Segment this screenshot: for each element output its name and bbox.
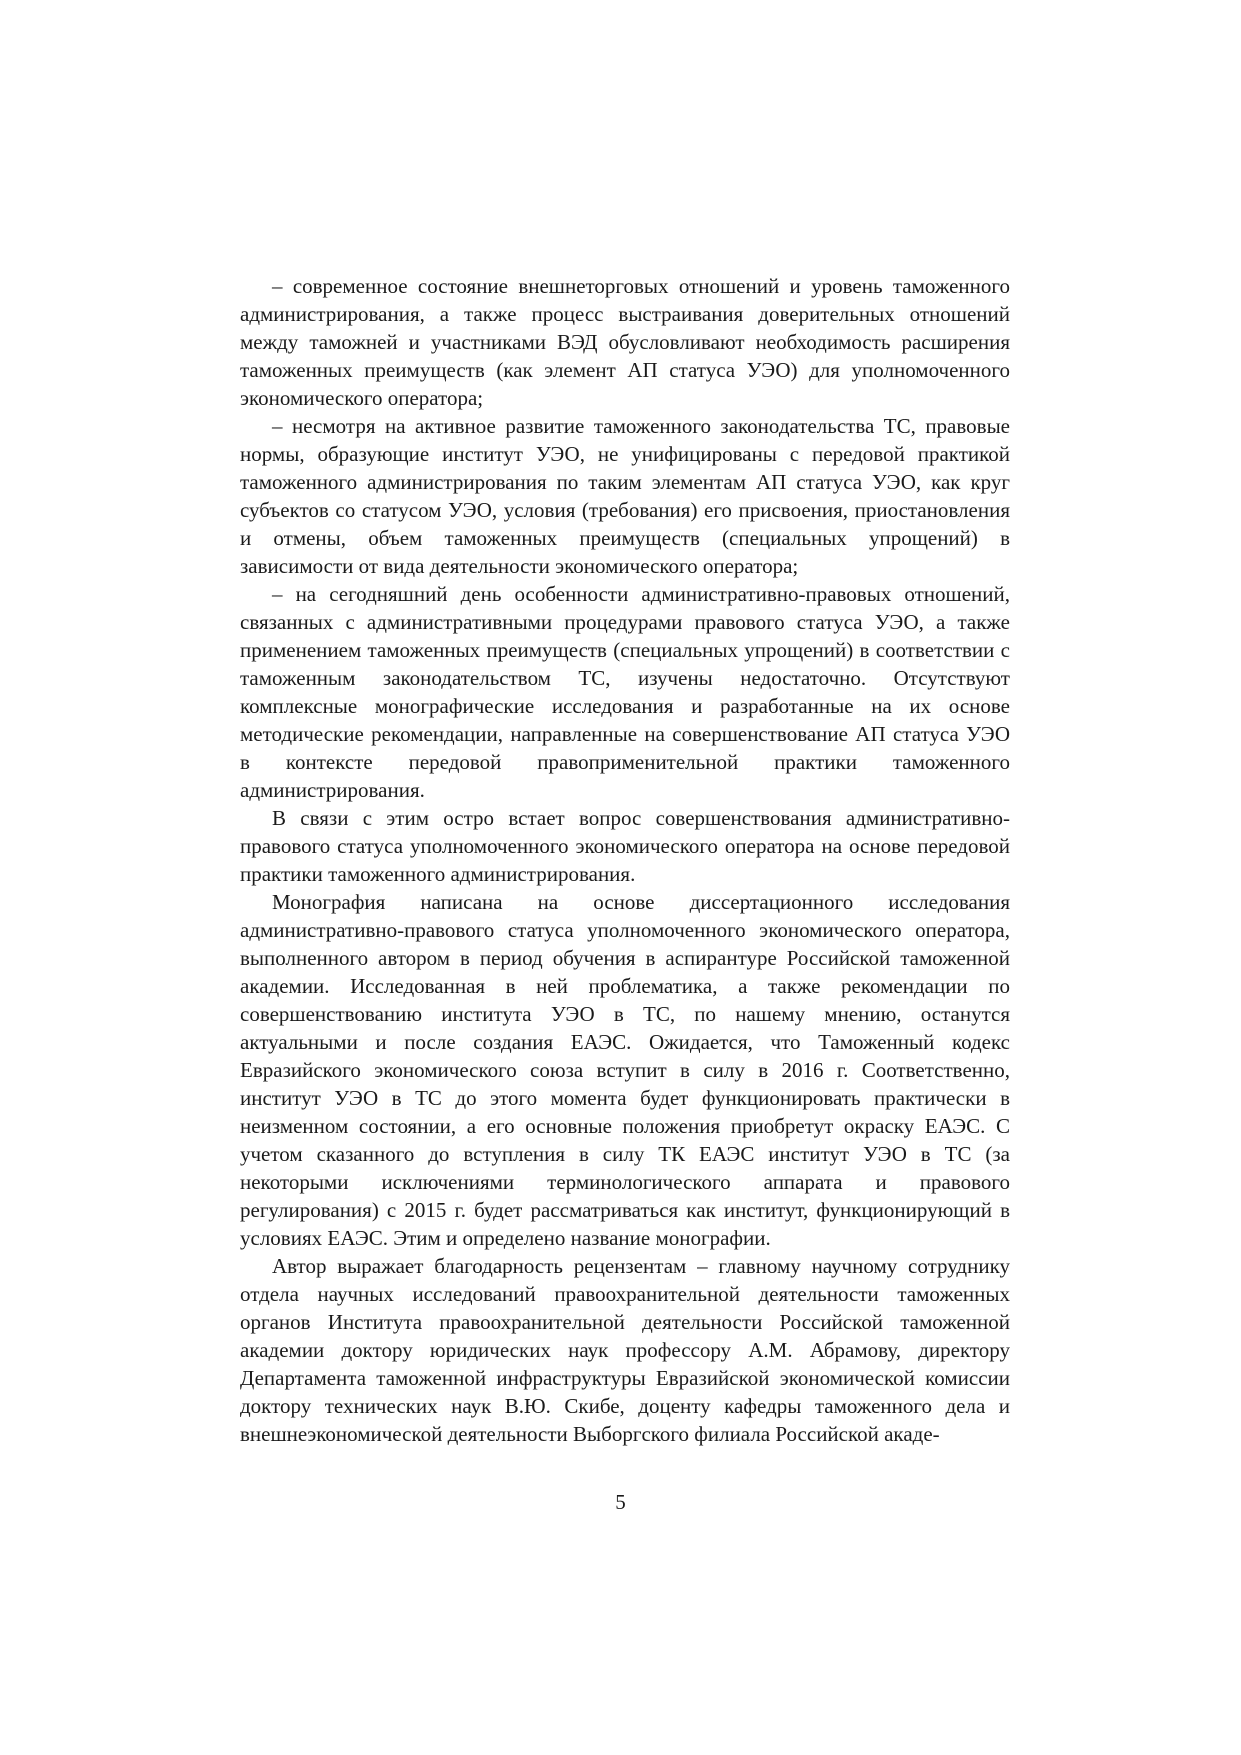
paragraph-1: – современное состояние внешнеторговых отношений и уровень таможенного администрирования, а также процесс выстраивания доверительных отношений между таможней и участниками ВЭД обусловливают необходимость расширения таможенных преимуществ (как элемент АП статуса УЭО) для уполномоченного экономического оператора; xyxy=(240,274,1010,410)
body-text xyxy=(240,272,1010,1448)
paragraph-2: – несмотря на активное развитие таможенного законодательства ТС, правовые нормы, образующие институт УЭО, не унифицированы с передовой практикой таможенного администрирования по таким элементам АП статуса УЭО, как круг субъектов со статусом УЭО, условия (требования) его присвоения, приостановления и отмены, объем таможенных преимуществ (специальных упрощений) в зависимости от вида деятельности экономического оператора; xyxy=(240,414,1010,578)
page-number: 5 xyxy=(615,1490,626,1514)
paragraph-4: В связи с этим остро встает вопрос совершенствования административно-правового статуса уполномоченного экономического оператора на основе передовой практики таможенного администрирования. xyxy=(240,806,1010,886)
paragraph-5: Монография написана на основе диссертационного исследования административно-правового статуса уполномоченного экономического оператора, выполненного автором в период обучения в аспирантуре Российской таможенной академии. Исследованная в ней проблематика, а также рекомендации по совершенствованию института УЭО в ТС, по нашему мнению, останутся актуальными и после создания ЕАЭС. Ожидается, что Таможенный кодекс Евразийского экономического союза вступит в силу в 2016 г. Соответственно, институт УЭО в ТС до этого момента будет функционировать практически в неизменном состоянии, а его основные положения приобретут окраску ЕАЭС. С учетом сказанного до вступления в силу ТК ЕАЭС институт УЭО в ТС (за некоторыми исключениями терминологического аппарата и правового регулирования) с 2015 г. будет рассматриваться как институт, функционирующий в условиях ЕАЭС. Этим и определено название монографии. xyxy=(240,890,1010,1250)
paragraph-6: Автор выражает благодарность рецензентам – главному научному сотруднику отдела научных исследований правоохранительной деятельности таможенных органов Института правоохранительной деятельности Российской таможенной академии доктору юридических наук профессору А.М. Абрамову, директору Департамента таможенной инфраструктуры Евразийской экономической комиссии доктору технических наук В.Ю. Скибе, доценту кафедры таможенного дела и внешнеэкономической деятельности Выборгского филиала Российской акаде- xyxy=(240,1254,1010,1446)
paragraph-3: – на сегодняшний день особенности административно-правовых отношений, связанных с административными процедурами правового статуса УЭО, а также применением таможенных преимуществ (специальных упрощений) в соответствии с таможенным законодательством ТС, изучены недостаточно. Отсутствуют комплексные монографические исследования и разработанные на их основе методические рекомендации, направленные на совершенствование АП статуса УЭО в контексте передовой правоприменительной практики таможенного администрирования. xyxy=(240,582,1010,802)
